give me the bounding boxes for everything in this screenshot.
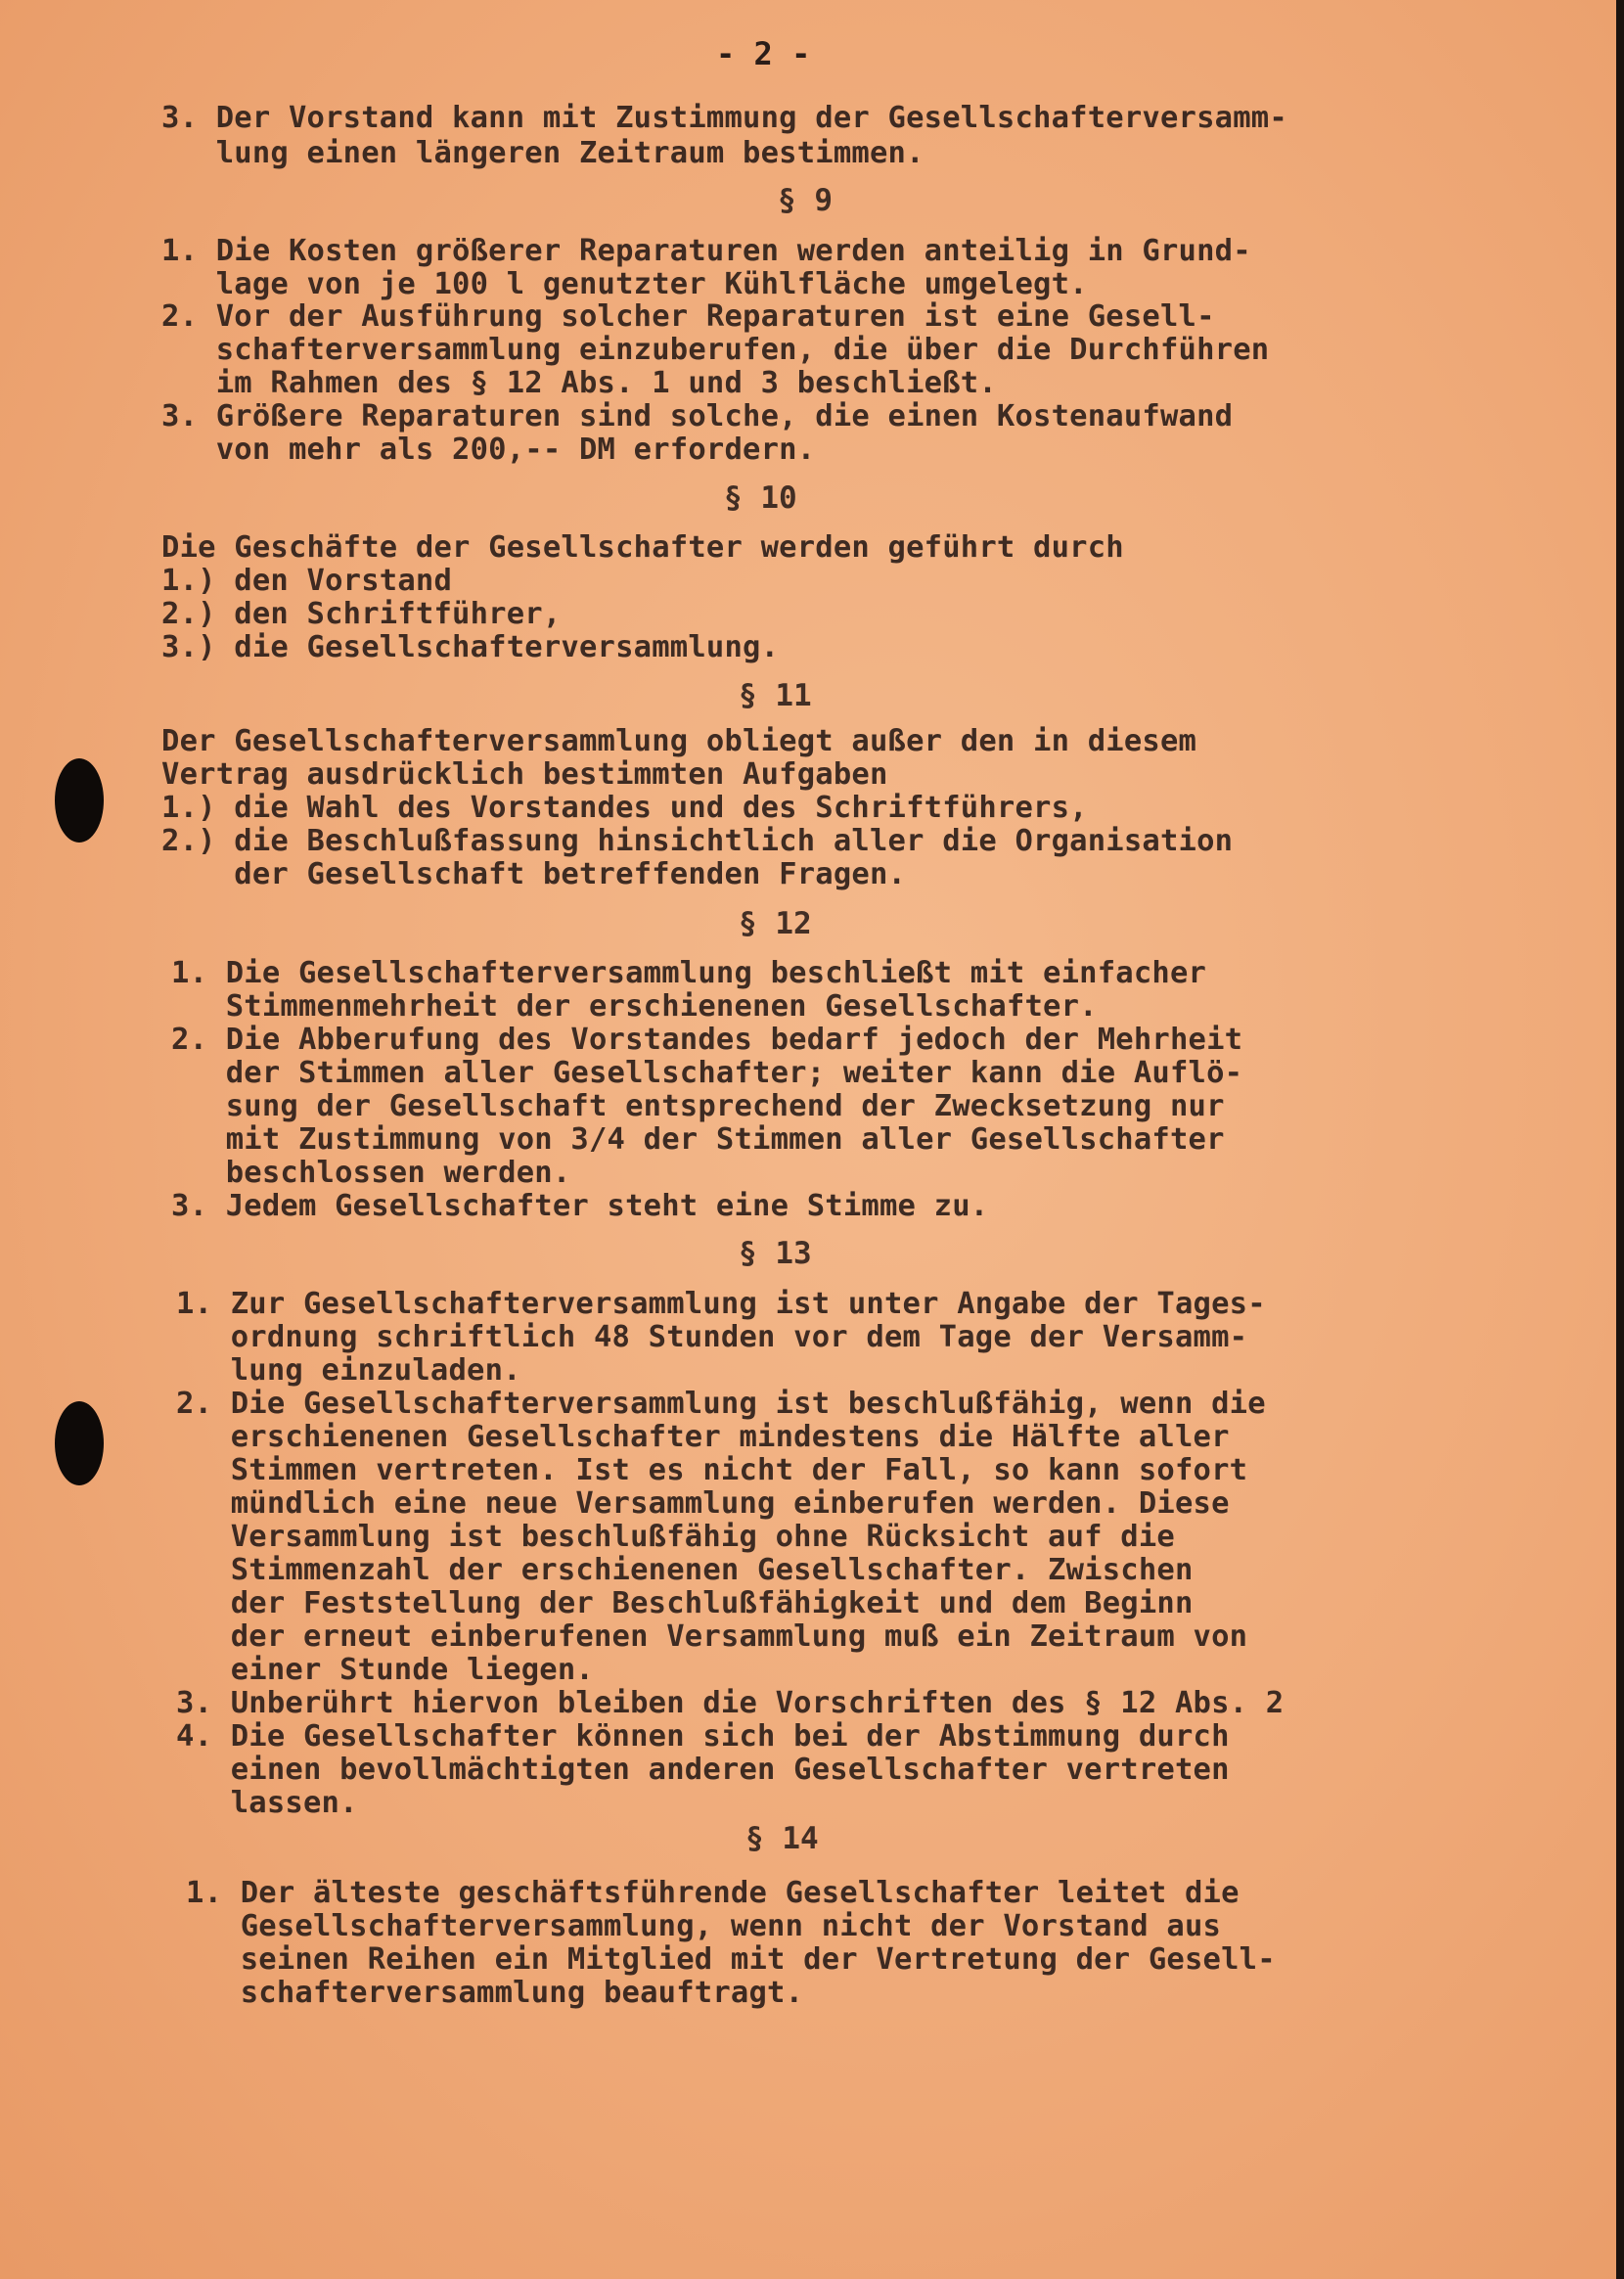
text-line: schafterversammlung einzuberufen, die über die Durchführen bbox=[161, 333, 1270, 367]
text-line: lung einen längeren Zeitraum bestimmen. bbox=[161, 136, 925, 170]
text-line: von mehr als 200,-- DM erfordern. bbox=[161, 433, 816, 467]
text-line: 1. Die Gesellschafterversammlung beschließt mit einfacher bbox=[171, 956, 1207, 990]
text-line: Stimmen vertreten. Ist es nicht der Fall, so kann sofort bbox=[176, 1453, 1248, 1487]
punch-hole-top bbox=[55, 758, 104, 843]
text-line: Versammlung ist beschlußfähig ohne Rücksicht auf die bbox=[176, 1520, 1175, 1554]
section-heading: § 13 bbox=[739, 1236, 812, 1271]
text-line: der erneut einberufenen Versammlung muß ein Zeitraum von bbox=[176, 1619, 1248, 1654]
text-line: der Feststellung der Beschlußfähigkeit und dem Beginn bbox=[176, 1586, 1194, 1620]
text-line: 2.) die Beschlußfassung hinsichtlich aller die Organisation bbox=[161, 824, 1234, 858]
text-line: 2. Die Abberufung des Vorstandes bedarf jedoch der Mehrheit bbox=[171, 1023, 1243, 1057]
text-line: im Rahmen des § 12 Abs. 1 und 3 beschließt. bbox=[161, 366, 997, 400]
text-line: 1.) die Wahl des Vorstandes und des Schriftführers, bbox=[161, 791, 1088, 825]
section-heading: § 11 bbox=[739, 678, 812, 713]
section-heading: § 12 bbox=[739, 906, 812, 941]
text-line: lassen. bbox=[176, 1786, 358, 1820]
text-line: 2.) den Schriftführer, bbox=[161, 597, 562, 631]
text-line: 3. Unberührt hiervon bleiben die Vorschriften des § 12 Abs. 2 bbox=[176, 1686, 1285, 1720]
page-edge-shadow bbox=[1616, 0, 1624, 2279]
text-line: beschlossen werden. bbox=[171, 1156, 571, 1190]
section-heading: § 10 bbox=[724, 480, 797, 516]
text-line: Gesellschafterversammlung, wenn nicht der Vorstand aus bbox=[186, 1909, 1222, 1943]
text-line: 1. Zur Gesellschafterversammlung ist unter Angabe der Tages- bbox=[176, 1287, 1266, 1321]
text-line: 3.) die Gesellschafterversammlung. bbox=[161, 630, 780, 664]
text-line: mit Zustimmung von 3/4 der Stimmen aller Gesellschafter bbox=[171, 1122, 1225, 1157]
text-line: Der Gesellschafterversammlung obliegt außer den in diesem bbox=[161, 724, 1197, 758]
text-line: mündlich eine neue Versammlung einberufen werden. Diese bbox=[176, 1486, 1230, 1521]
text-line: 2. Vor der Ausführung solcher Reparaturen ist eine Gesell- bbox=[161, 299, 1215, 334]
text-line: einen bevollmächtigten anderen Gesellschafter vertreten bbox=[176, 1753, 1230, 1787]
text-line: sung der Gesellschaft entsprechend der Zwecksetzung nur bbox=[171, 1089, 1225, 1123]
text-line: 4. Die Gesellschafter können sich bei der Abstimmung durch bbox=[176, 1719, 1230, 1754]
text-line: Stimmenmehrheit der erschienenen Gesellschafter. bbox=[171, 989, 1098, 1024]
text-line: der Stimmen aller Gesellschafter; weiter kann die Auflö- bbox=[171, 1056, 1243, 1090]
text-line: seinen Reihen ein Mitglied mit der Vertretung der Gesell- bbox=[186, 1942, 1276, 1977]
section-heading: § 9 bbox=[778, 183, 833, 218]
text-line: Die Geschäfte der Gesellschafter werden geführt durch bbox=[161, 530, 1124, 565]
text-line: 1.) den Vorstand bbox=[161, 564, 453, 598]
page-number: - 2 - bbox=[716, 35, 811, 72]
text-line: 1. Der älteste geschäftsführende Gesellschafter leitet die bbox=[186, 1876, 1240, 1910]
text-line: lage von je 100 l genutzter Kühlfläche umgelegt. bbox=[161, 267, 1088, 301]
text-line: 3. Größere Reparaturen sind solche, die einen Kostenaufwand bbox=[161, 399, 1234, 433]
text-line: schafterversammlung beauftragt. bbox=[186, 1976, 804, 2010]
text-line: einer Stunde liegen. bbox=[176, 1653, 594, 1687]
text-line: erschienenen Gesellschafter mindestens die Hälfte aller bbox=[176, 1420, 1230, 1454]
text-line: 2. Die Gesellschafterversammlung ist beschlußfähig, wenn die bbox=[176, 1387, 1266, 1421]
text-line: der Gesellschaft betreffenden Fragen. bbox=[161, 857, 907, 891]
text-line: Vertrag ausdrücklich bestimmten Aufgaben bbox=[161, 757, 888, 792]
text-line: Stimmenzahl der erschienenen Gesellschafter. Zwischen bbox=[176, 1553, 1194, 1587]
punch-hole-bottom bbox=[55, 1401, 104, 1485]
section-heading: § 14 bbox=[745, 1821, 819, 1856]
text-line: ordnung schriftlich 48 Stunden vor dem Tage der Versamm- bbox=[176, 1320, 1248, 1354]
text-line: lung einzuladen. bbox=[176, 1353, 521, 1388]
text-line: 3. Jedem Gesellschafter steht eine Stimme zu. bbox=[171, 1189, 989, 1223]
text-line: 3. Der Vorstand kann mit Zustimmung der Gesellschafterversamm- bbox=[161, 101, 1287, 135]
text-line: 1. Die Kosten größerer Reparaturen werden anteilig in Grund- bbox=[161, 234, 1251, 268]
